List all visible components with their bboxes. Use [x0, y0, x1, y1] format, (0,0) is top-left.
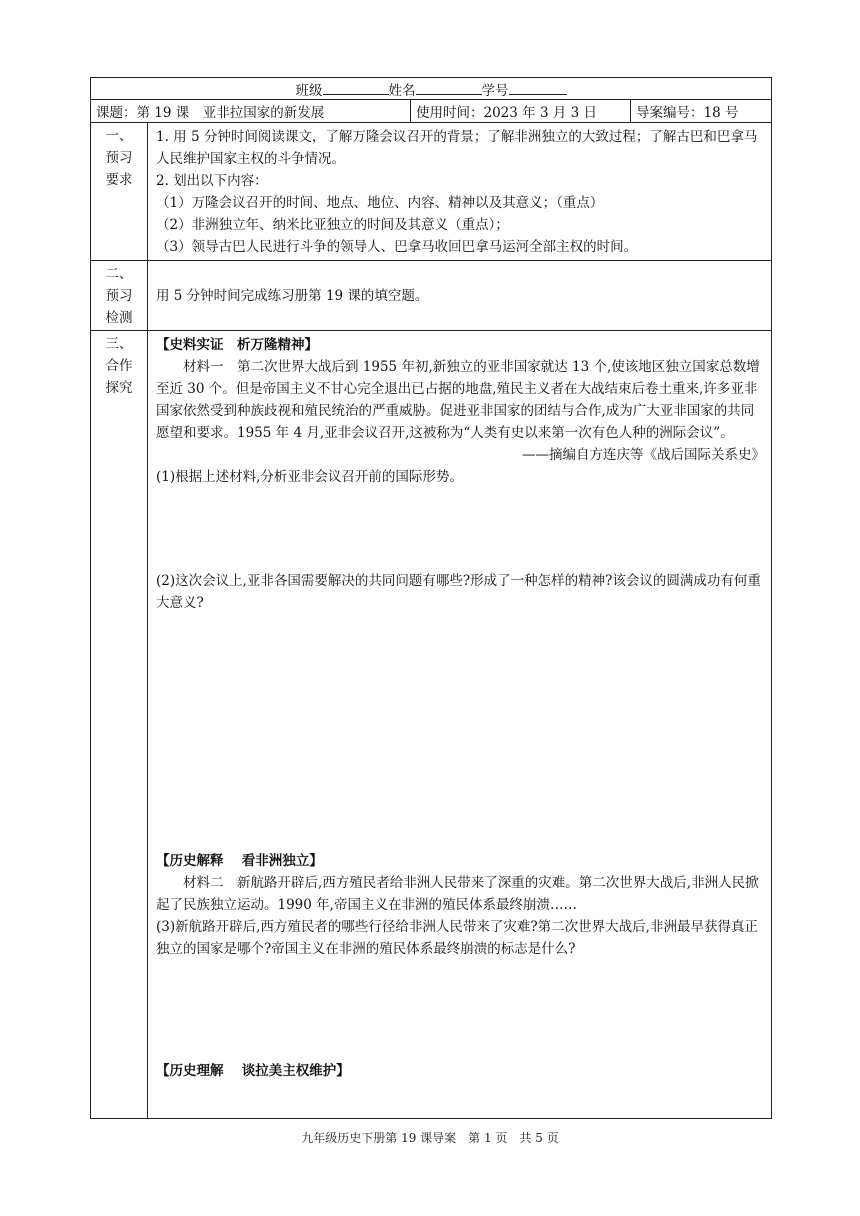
student-info-cell: [91, 78, 772, 100]
student-info-row: [91, 78, 772, 100]
lesson-topic: 课题：第 19 课 亚非拉国家的新发展: [91, 100, 411, 123]
id-blank[interactable]: [509, 81, 567, 95]
section-heading-wanlong: 【史料实证 析万隆精神】: [156, 337, 318, 353]
preview-requirements-content: [148, 123, 772, 261]
label-line: 预习: [105, 150, 133, 166]
page-footer: 九年级历史下册第 19 课导案 第 1 页 共 5 页: [301, 1131, 559, 1145]
cooperative-explore-content: [148, 331, 772, 1119]
label-line: 预习: [105, 288, 133, 304]
lesson-plan-table: [90, 77, 772, 1119]
preview-check-content: [148, 261, 772, 331]
label-line: 二、: [105, 266, 133, 282]
section-heading-africa: 【历史解释 看非洲独立】: [156, 853, 323, 869]
preview-requirements-label: [91, 123, 148, 261]
plan-code: 导案编号：18 号: [631, 100, 772, 123]
requirement-line: 1. 用 5 分钟时间阅读课文，了解万隆会议召开的背景；了解非洲独立的大致过程；了解古巴和巴拿马人民维护国家主权的斗争情况。: [156, 129, 758, 167]
title-row: [91, 100, 772, 123]
label-line: 合作: [105, 358, 133, 374]
cooperative-explore-label: [91, 331, 148, 1119]
usage-time: 使用时间：2023 年 3 月 3 日: [411, 100, 631, 123]
class-label: 班级: [295, 82, 323, 99]
id-label: 学号: [481, 82, 509, 99]
answer-space-3[interactable]: [156, 960, 765, 1060]
material-one-source: ——摘编自方连庆等《战后国际关系史》: [522, 447, 765, 463]
question-3: (3)新航路开辟后,西方殖民者的哪些行径给非洲人民带来了灾难?第二次世界大战后,非洲最早获得真正独立的国家是哪个?帝国主义在非洲的殖民体系最终崩溃的标志是什么?: [156, 919, 758, 957]
answer-space-1[interactable]: [156, 488, 765, 570]
cooperative-explore-row: [91, 331, 772, 1119]
material-two: 材料二 新航路开辟后,西方殖民者给非洲人民带来了深重的灾难。第二次世界大战后,非洲人民掀起了民族独立运动。1990 年,帝国主义在非洲的殖民体系最终崩溃……: [156, 875, 759, 913]
label-line: 要求: [105, 172, 133, 188]
answer-space-2[interactable]: [156, 614, 765, 850]
class-blank[interactable]: [323, 81, 389, 95]
question-1: (1)根据上述材料,分析亚非会议召开前的国际形势。: [156, 469, 463, 485]
name-blank[interactable]: [416, 81, 482, 95]
name-label: 姓名: [388, 82, 416, 99]
label-line: 一、: [105, 128, 133, 144]
preview-requirements-row: [91, 123, 772, 261]
question-2: (2)这次会议上,亚非各国需要解决的共同问题有哪些?形成了一种怎样的精神?该会议的圆满成功有何重大意义?: [156, 573, 761, 611]
preview-check-label: [91, 261, 148, 331]
preview-check-text: 用 5 分钟时间完成练习册第 19 课的填空题。: [156, 288, 429, 304]
preview-check-row: [91, 261, 772, 331]
requirement-line: （2）非洲独立年、纳米比亚独立的时间及其意义（重点）；: [156, 217, 509, 233]
requirement-line: （1）万隆会议召开的时间、地点、地位、内容、精神以及其意义；（重点）: [156, 195, 604, 211]
requirement-line: （3）领导古巴人民进行斗争的领导人、巴拿马收回巴拿马运河全部主权的时间。: [156, 239, 638, 255]
label-line: 探究: [105, 380, 133, 396]
material-one: 材料一 第二次世界大战后到 1955 年初,新独立的亚非国家就达 13 个,使该地区独立国家总数增至近 30 个。但是帝国主义不甘心完全退出已占据的地盘,殖民主义者在大战结束后卷土重来,许多亚非国家依然受到种族歧视和殖民统治的严重威胁。促进亚非国家的团结与合作,成为广大亚非国家的共同愿望和要求。1955 年 4 月,亚非会议召开,这被称为“人类有史以来第一次有色人种的洲际会议”。: [156, 359, 760, 441]
section-heading-latin-america: 【历史理解 谈拉美主权维护】: [156, 1063, 350, 1079]
label-line: 检测: [105, 310, 133, 326]
label-line: 三、: [105, 336, 133, 352]
requirement-line: 2. 划出以下内容：: [156, 173, 268, 189]
